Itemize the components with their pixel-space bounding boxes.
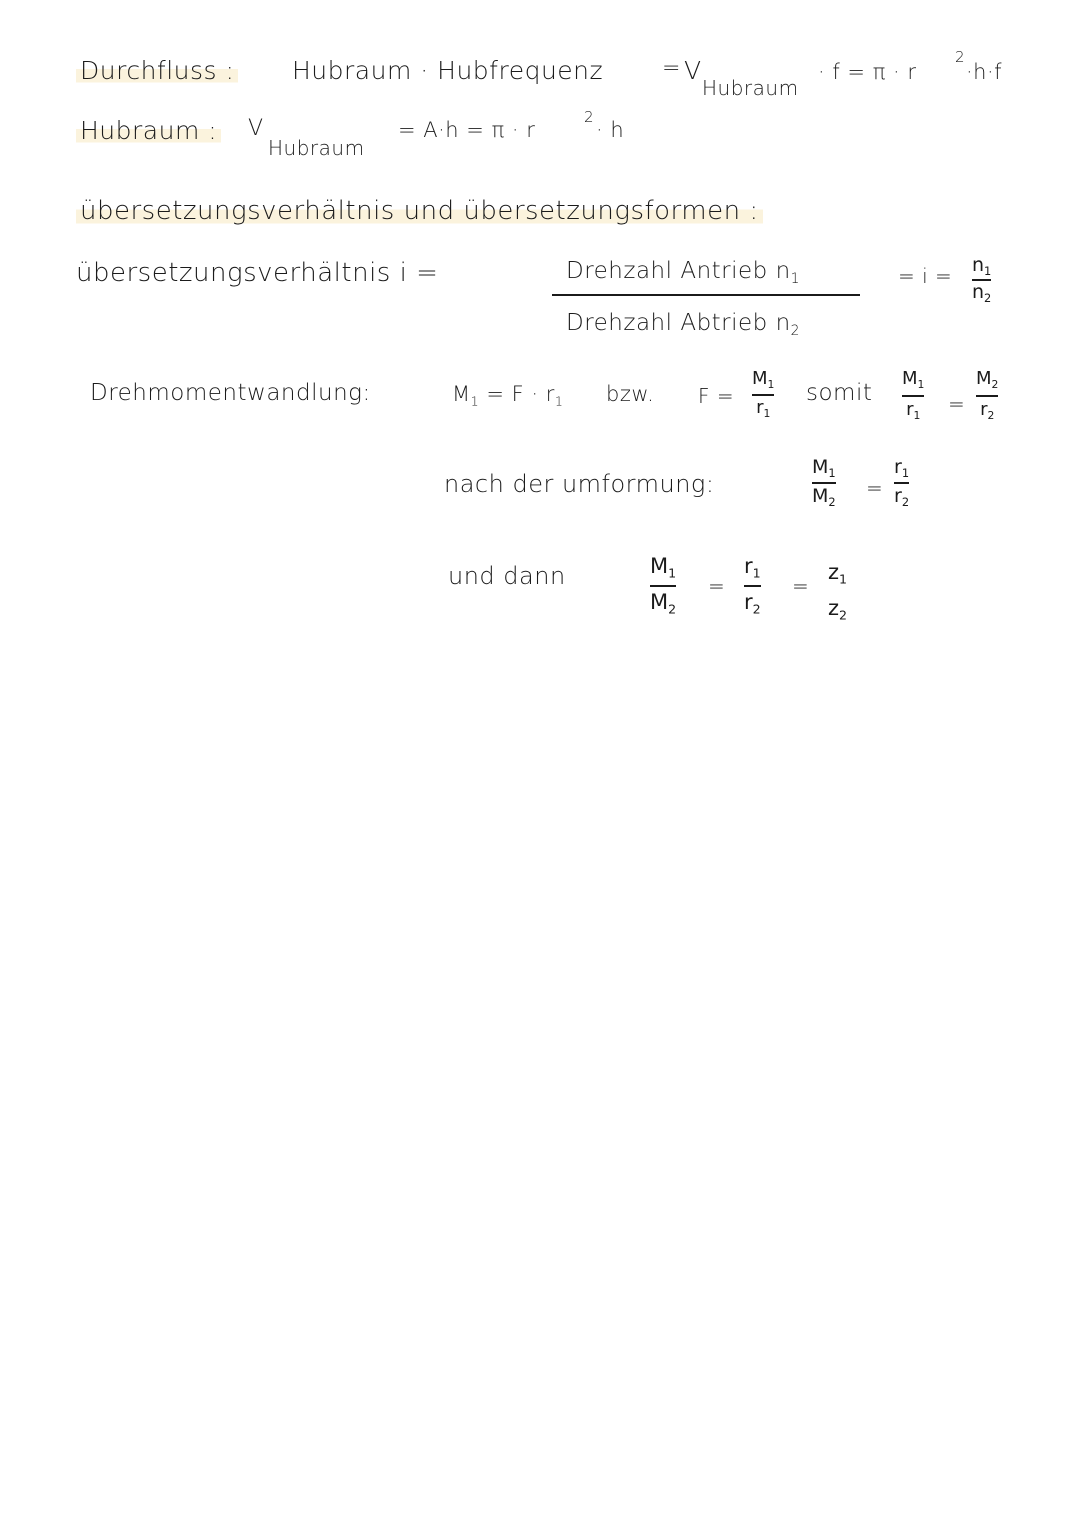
- dann-fraction-m: [650, 556, 676, 616]
- ratio-denominator-sub: 2: [790, 322, 800, 339]
- drehmoment-f-fraction: [752, 370, 774, 419]
- dann-m2: $M_2$: [650, 590, 677, 617]
- hubraum-r-exponent: 2: [584, 108, 595, 126]
- somit-r2: $r_2$: [980, 398, 995, 422]
- dann-equals-2: =: [792, 574, 810, 598]
- drehmoment-somit: somit: [806, 380, 873, 406]
- ratio-n-fraction: [972, 256, 991, 305]
- ratio-numerator: [566, 258, 800, 287]
- dann-z1: $z_1$: [828, 560, 848, 587]
- ratio-denominator: [566, 310, 800, 339]
- drehmoment-f-num: $M_1$: [752, 368, 775, 391]
- umformung-bar-r: [894, 482, 909, 484]
- ratio-n2: $n_2$: [972, 281, 992, 306]
- ratio-n1: $n_1$: [972, 254, 992, 278]
- durchfluss-r-exponent: 2: [955, 48, 966, 66]
- dann-bar-z: [828, 591, 847, 593]
- umformung-equals: =: [866, 476, 884, 500]
- drehmoment-f-den: $r_1$: [756, 396, 771, 420]
- dann-fraction-r: [744, 556, 761, 616]
- dann-r2: $r_2$: [744, 590, 761, 617]
- dann-bar-m: [650, 585, 676, 587]
- ratio-equals-i: = i =: [898, 264, 953, 288]
- drehmoment-somit-fraction-1: [902, 370, 924, 421]
- dann-bar-r: [744, 585, 761, 587]
- durchfluss-hubraum-hubfrequenz: Hubraum · Hubfrequenz: [292, 56, 604, 85]
- drehmoment-m1-equation: $M_1 = F \cdot r_1$: [452, 382, 564, 409]
- dann-equals-1: =: [708, 574, 726, 598]
- dann-z2: $z_2$: [828, 596, 848, 623]
- durchfluss-formula-tail: ·h·f: [966, 60, 1003, 84]
- umformung-fraction-m: [812, 458, 836, 509]
- durchfluss-v: V: [684, 56, 702, 85]
- umformung-m1: $M_1$: [812, 456, 836, 480]
- section-heading: übersetzungsverhältnis und übersetzungsformen :: [76, 196, 763, 226]
- ratio-denominator-text: Drehzahl Abtrieb n: [566, 310, 791, 336]
- ratio-numerator-sub: 1: [790, 270, 800, 287]
- hubraum-formula: = A·h = π · r: [398, 118, 536, 142]
- somit-r1: $r_1$: [906, 398, 921, 422]
- somit-equals: =: [948, 392, 966, 416]
- dann-fraction-z: [828, 562, 847, 622]
- drehmoment-f-bar: [752, 394, 774, 396]
- dann-m1: $M_1$: [650, 554, 677, 581]
- durchfluss-formula-rest: · f = π · r: [818, 60, 917, 84]
- hubraum-v-sub: Hubraum: [268, 136, 365, 160]
- umformung-r1: $r_1$: [894, 456, 910, 480]
- drehmoment-somit-fraction-2: [976, 370, 998, 421]
- umformung-m2: $M_2$: [812, 485, 836, 510]
- drehmoment-label: Drehmomentwandlung:: [90, 380, 371, 406]
- somit-m2: $M_2$: [976, 368, 999, 391]
- ratio-fraction-bar: [552, 294, 860, 296]
- somit-bar-2: [976, 395, 998, 397]
- dann-label: und dann: [448, 562, 566, 590]
- somit-m1: $M_1$: [902, 368, 925, 391]
- ratio-numerator-text: Drehzahl Antrieb n: [566, 258, 791, 284]
- drehmoment-bzw: bzw.: [606, 382, 655, 406]
- durchfluss-equals: =: [662, 56, 681, 81]
- durchfluss-label: Durchfluss :: [76, 56, 238, 85]
- umformung-fraction-r: [894, 458, 909, 509]
- somit-bar-1: [902, 395, 924, 397]
- umformung-r2: $r_2$: [894, 485, 910, 510]
- umformung-label: nach der umformung:: [444, 470, 715, 498]
- ratio-label: übersetzungsverhältnis i =: [76, 258, 439, 288]
- umformung-bar-m: [812, 482, 836, 484]
- hubraum-formula-tail: · h: [596, 118, 625, 142]
- durchfluss-v-sub: Hubraum: [702, 76, 799, 100]
- hubraum-label: Hubraum :: [76, 116, 221, 145]
- dann-r1: $r_1$: [744, 554, 761, 581]
- drehmoment-f-equals: F =: [698, 384, 735, 408]
- hubraum-v: V: [248, 116, 264, 141]
